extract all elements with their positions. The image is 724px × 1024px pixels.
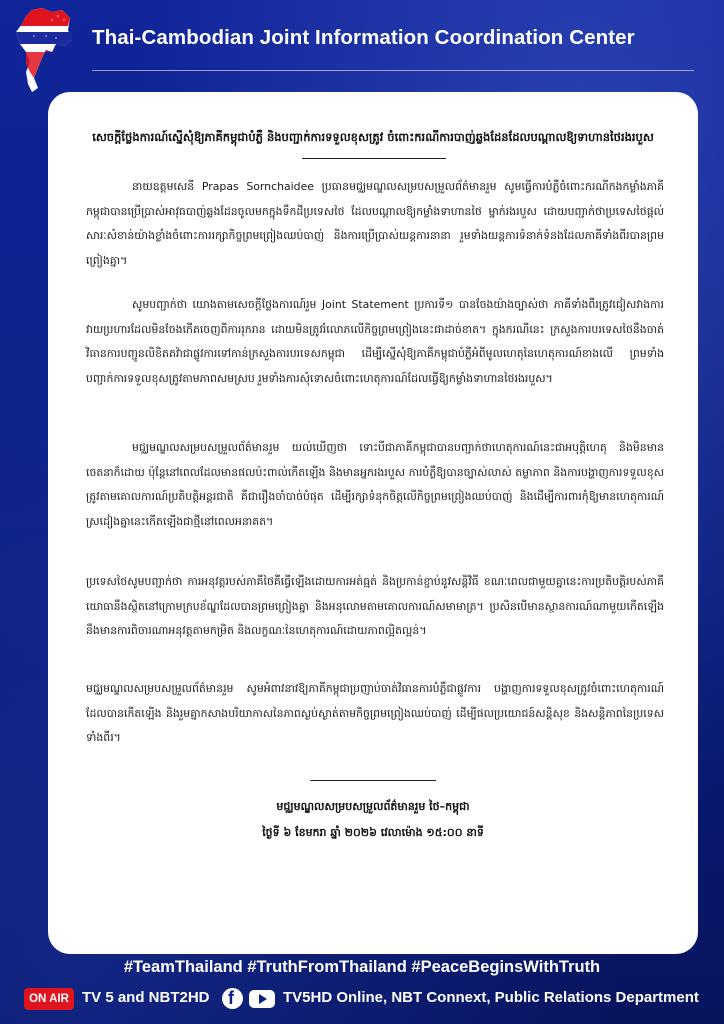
title-underline — [302, 158, 446, 159]
center-title: Thai-Cambodian Joint Information Coordination Center — [92, 26, 635, 49]
tv-channels: TV 5 and NBT2HD — [82, 989, 210, 1006]
broadcast-footer — [0, 986, 724, 1016]
signature-divider — [310, 780, 436, 781]
thailand-flag-map-logo — [12, 6, 74, 94]
facebook-icon: f — [222, 988, 243, 1009]
online-channels: TV5HD Online, NBT Connext, Public Relations Department — [283, 989, 699, 1006]
paragraph-1: នាយឧត្តមសេនី Prapas Sornchaidee ប្រធានមជ្ឈមណ្ឌលសម្របសម្រួលព័ត៌មានរួម សូមធ្វើការបំភ្លឺចំពោះករណីកងកម្លាំងភាគីកម្ពុជាបានប្រើប្រាស់អាវុធបាញ់ឆ្លងដែនចូលមកក្នុងទឹកដីប្រទេសថៃ ដែលបណ្តាលឱ្យកម្លាំងទាហានថៃ ម្នាក់រងរបួស ដោយបញ្ជាក់ថាប្រទេសថៃផ្តល់សារៈសំខាន់យ៉ាងខ្លាំងចំពោះការរក្សាកិច្ចព្រមព្រៀងឈប់បាញ់ និងការប្រើប្រាស់យន្តការនានា រួមទាំងយន្តការទំនាក់ទំនងដែលភាគីទាំងពីរបានព្រមព្រៀងគ្នា។ — [86, 180, 664, 267]
paragraph-2: សូមបញ្ជាក់ថា យោងតាមសេចក្តីថ្លែងការណ៍រួម Joint Statement ប្រការទី១ បានចែងយ៉ាងច្បាស់ថា ភាគីទាំងពីរត្រូវជៀសវាងការវាយប្រហារដែលមិនចែងកើតចេញពីការរុករាន ដោយមិនត្រូវរំលោភលើកិច្ចព្រមព្រៀងនេះជាដាច់ខាត។ ក្នុងករណីនេះ ក្រសួងការបរទេសថៃនឹងចាត់វិធានការបញ្ជូនលិខិតតវ៉ាជាផ្លូវការទៅកាន់ក្រសួងការបរទេសកម្ពុជា ដើម្បីស្នើសុំឱ្យភាគីកម្ពុជាបំភ្លឺអំពីមូលហេតុនៃហេតុការណ៍ខាងលើ ព្រមទាំងបញ្ជាក់ការទទួលខុសត្រូវតាមភាពសមស្រប រួមទាំងការសុំទោសចំពោះហេតុការណ៍ដែលធ្វើឱ្យកម្លាំងទាហានថៃរងរបួស។ — [86, 298, 664, 385]
on-air-badge: ON AIR — [24, 988, 74, 1010]
paragraph-4: ប្រទេសថៃសូមបញ្ជាក់ថា ការអនុវត្តរបស់ភាគីថៃគឺធ្វើឡើងដោយការអត់ធ្មត់ និងប្រកាន់ខ្ជាប់នូវសន្តិវិធី ខណៈពេលជាមួយគ្នានេះការប្រតិបត្តិរបស់ភាគីយោធានឹងស្ថិតនៅក្រោមក្របខ័ណ្ឌដែលបានព្រមព្រៀងគ្នា និងអនុលោមតាមគោលការណ៍សមាមាត្រ។ ប្រសិនបើមានស្ថានការណ៍ណាមួយកើតឡើង នឹងមានការពិចារណាអនុវត្តតាមកម្រិត និងលក្ខណៈនៃហេតុការណ៍ដោយភាពល្អិតល្អន់។ — [86, 575, 664, 638]
paragraph-5: មជ្ឈមណ្ឌលសម្របសម្រួលព័ត៌មានរួម សូមអំពាវនាវឱ្យភាគីកម្ពុជាប្រញាប់ចាត់វិធានការបំភ្លឺជាផ្លូវការ បង្ហាញការទទួលខុសត្រូវចំពោះហេតុការណ៍ដែលបានកើតឡើង និងរួមគ្នាកសាងបរិយាកាសនៃភាពស្ងប់ស្ងាត់តាមកិច្ចព្រមព្រៀងឈប់បាញ់ ដើម្បីផលប្រយោជន៍សន្តិសុខ និងសន្តិភាពនៃប្រទេសទាំងពីរ។ — [86, 682, 664, 745]
signature-date: ថ្ងៃទី ៦ ខែមករា ឆ្នាំ ២០២៦ វេលាម៉ោង ១៥:០០ នាទី — [262, 826, 484, 839]
paragraph-3: មជ្ឈមណ្ឌលសម្របសម្រួលព័ត៌មានរួម យល់ឃើញថា ទោះបីជាភាគីកម្ពុជាបានបញ្ជាក់ថាហេតុការណ៍នេះជាអបុត្តិហេតុ និងមិនមានចេតនាក៏ដោយ ប៉ុន្តែនៅពេលដែលមានផលប៉ះពាល់កើតឡើង និងមានអ្នករងរបួស ការបំភ្លឺឱ្យបានច្បាស់លាស់ តម្លាភាព និងការបង្ហាញការទទួលខុសត្រូវតាមគោលការណ៍ប្រតិបត្តិអន្តរជាតិ គឺជារឿងចាំបាច់បំផុត ដើម្បីរក្សាទំនុកចិត្តលើកិច្ចព្រមព្រៀងឈប់បាញ់ និងដើម្បីការពារកុំឱ្យមានហេតុការណ៍ស្រដៀងគ្នានេះកើតឡើងជាថ្មីនៅពេលអនាគត។ — [86, 441, 664, 528]
statement-card — [48, 92, 698, 954]
signature-org: មជ្ឈមណ្ឌលសម្របសម្រួលព័ត៌មានរួម ថៃ–កម្ពុជា — [276, 800, 470, 813]
document-title: សេចក្តីថ្លែងការណ៍ស្នើសុំឱ្យភាគីកម្ពុជាបំភ្លឺ និងបញ្ជាក់ការទទួលខុសត្រូវ ចំពោះករណីការបាញ់ឆ្លងដែនដែលបណ្តាលឱ្យទាហានថៃរងរបួស — [92, 130, 654, 144]
youtube-icon — [249, 990, 275, 1008]
hashtags: #TeamThailand #TruthFromThailand #PeaceBeginsWithTruth — [123, 958, 601, 976]
title-divider — [92, 70, 694, 71]
header — [0, 0, 724, 80]
